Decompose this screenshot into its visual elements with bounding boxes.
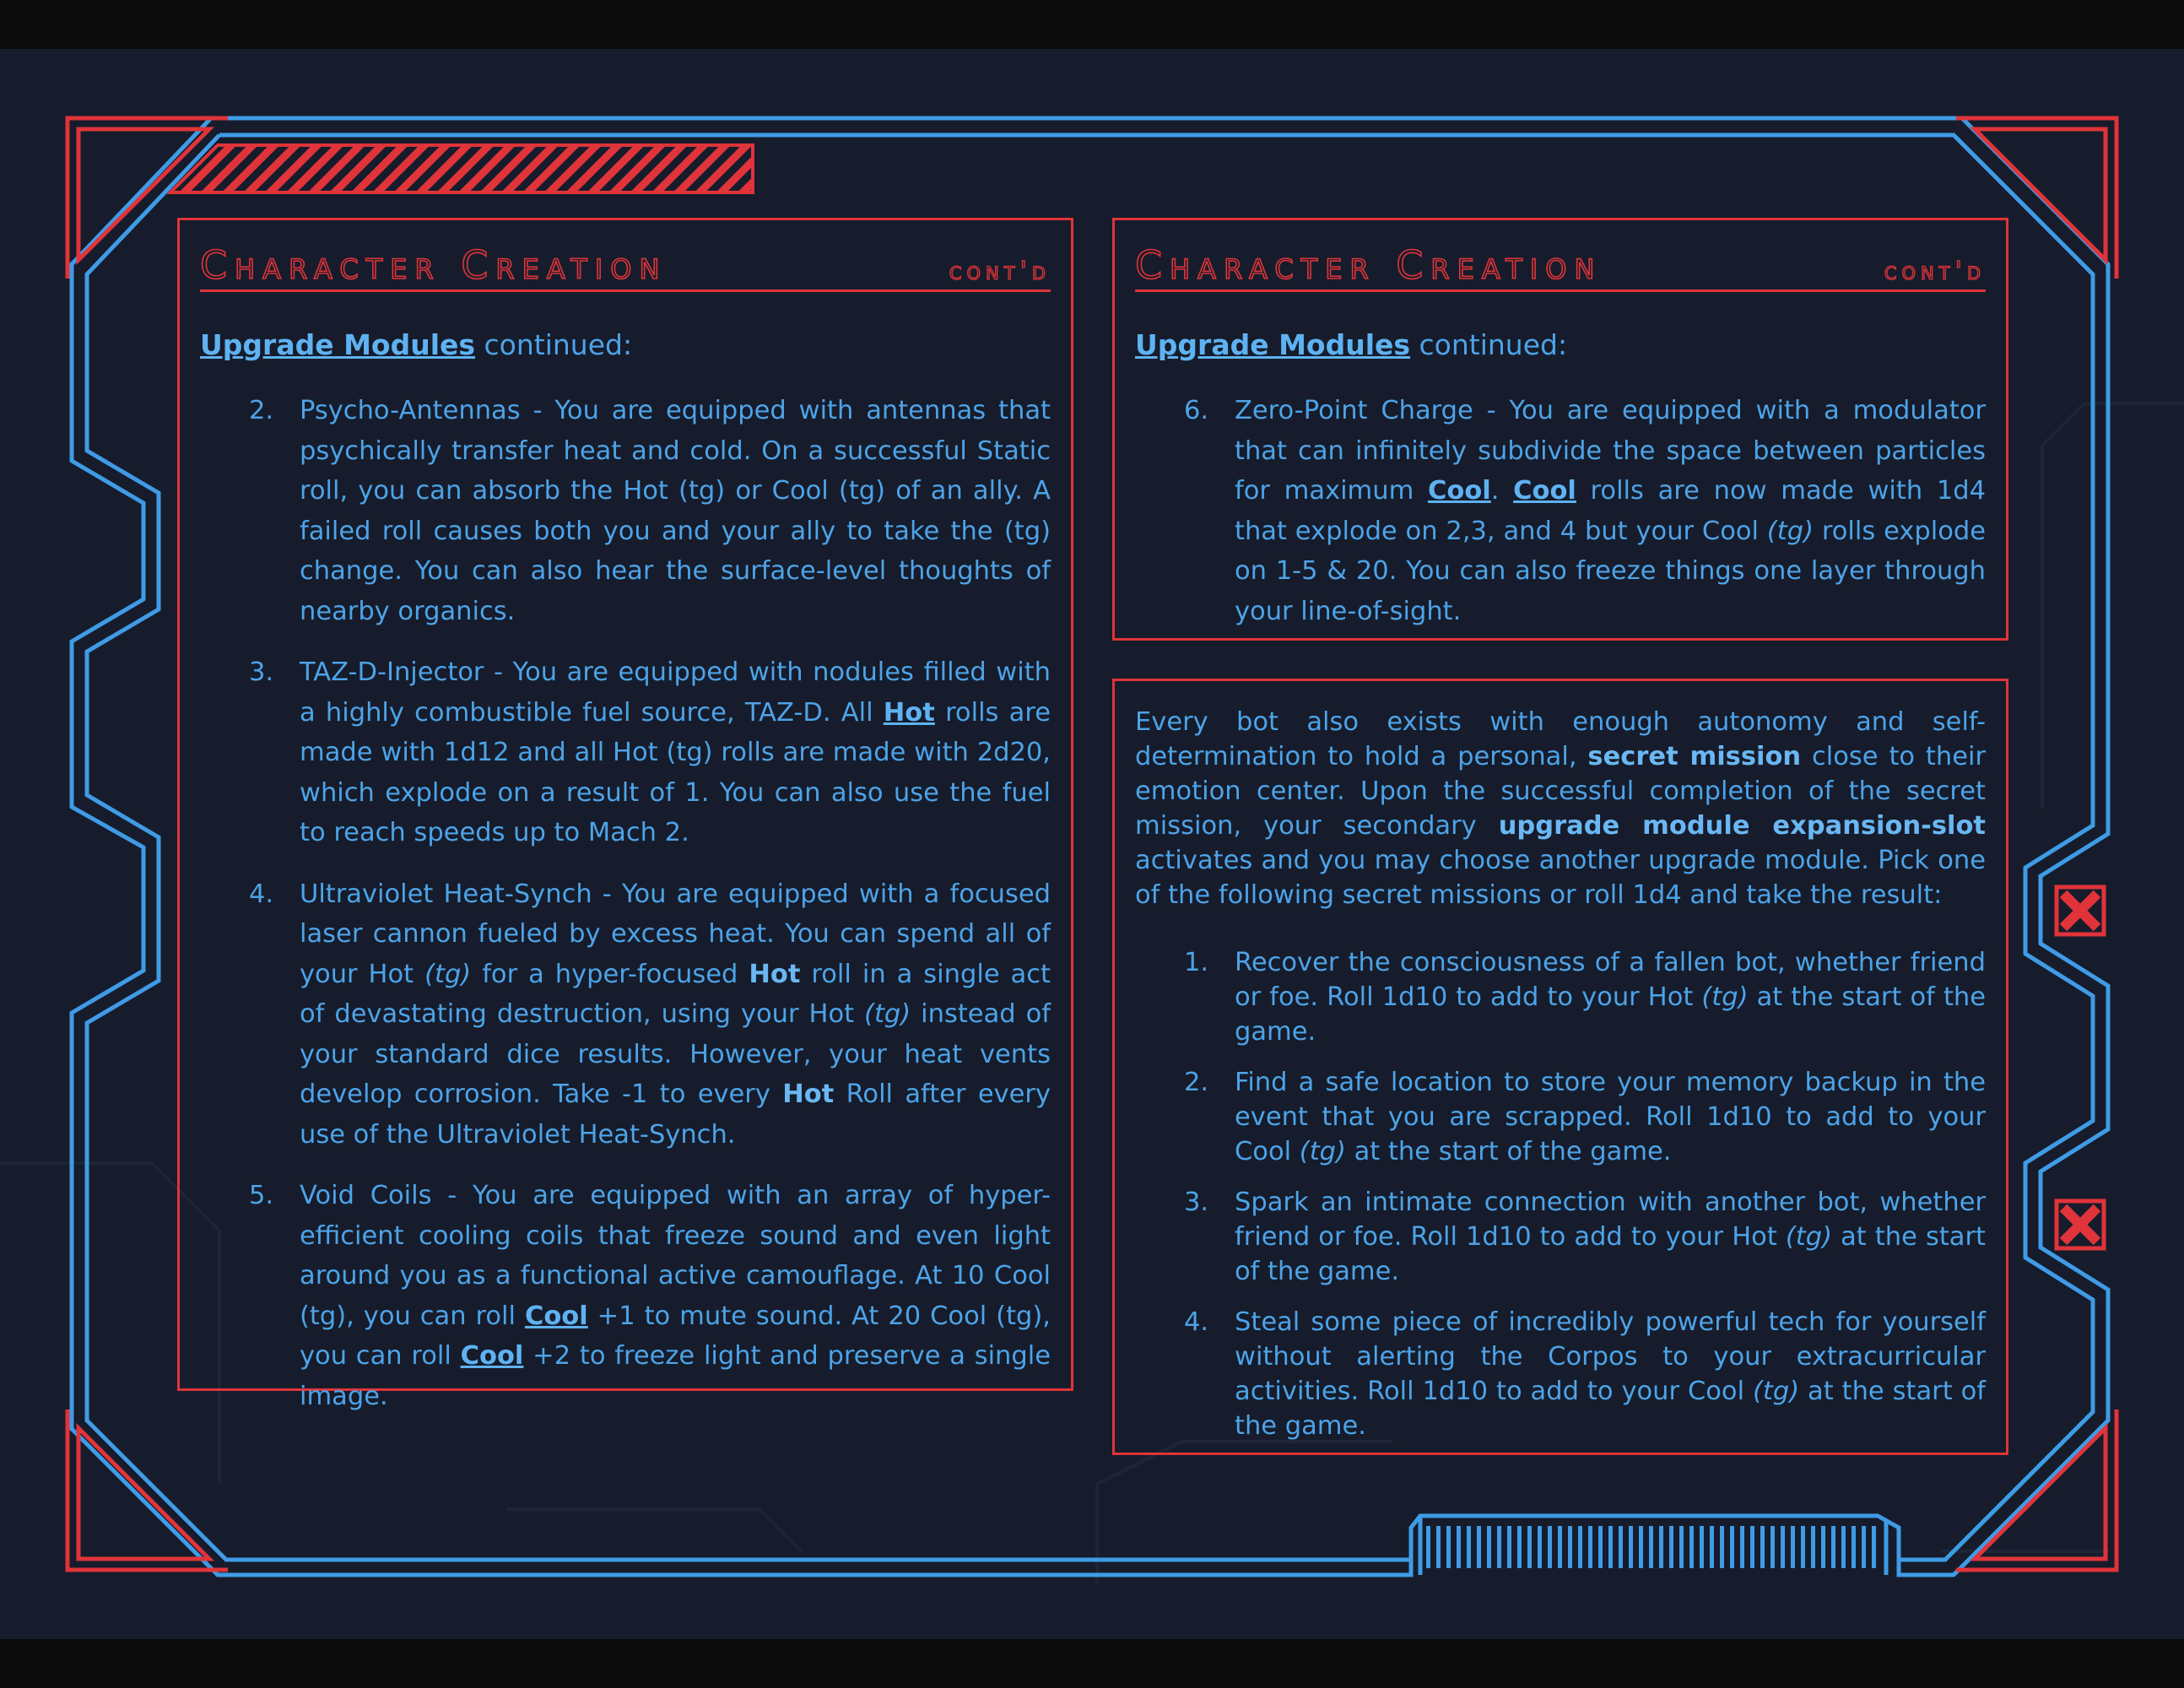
secret-mission-box xyxy=(1112,679,2008,1455)
barcode-ticks xyxy=(1426,1526,1876,1568)
right-panel xyxy=(1112,218,2008,641)
right-panel-header xyxy=(1135,239,1986,292)
panel-title: Character Creation xyxy=(1135,242,1603,288)
item-number: 2. xyxy=(1184,1068,1209,1097)
list-item: 4. Steal some piece of incredibly powerful tech for yourself without alerting the Corpos to your extracurricular activities. Roll 1d10 to add to your Cool (tg) at the start of the game. xyxy=(1135,1305,1986,1443)
cool-link[interactable]: Cool xyxy=(460,1341,524,1371)
panel-subtitle: cont'd xyxy=(1884,257,1986,286)
list-item: 2. Find a safe location to store your memory backup in the event that you are scrapped. Roll 1d10 to add to your Cool (tg) at the start of the game. xyxy=(1135,1065,1986,1169)
cool-link[interactable]: Cool xyxy=(1513,476,1576,506)
section-intro: Upgrade Modules continued: xyxy=(200,328,633,361)
list-item: 3. TAZ-D-Injector - You are equipped with nodules filled with a highly combustible fuel source, TAZ-D. All Hot rolls are made with 1d12 and all Hot (tg) rolls are made with 2d20, which explode on a result of 1. You can also use the fuel to reach speeds up to Mach 2. xyxy=(200,652,1051,853)
list-item xyxy=(200,391,1051,631)
x-badge-icon xyxy=(2057,1201,2104,1248)
upgrade-module-list xyxy=(1135,391,1986,652)
cool-link[interactable]: Cool xyxy=(524,1301,588,1331)
page xyxy=(0,49,2184,1639)
section-intro: Upgrade Modules continued: xyxy=(1135,328,1568,361)
item-number: 6. xyxy=(1184,396,1209,425)
item-number: 2. xyxy=(249,396,274,425)
item-number: 5. xyxy=(249,1181,274,1210)
cool-link[interactable]: Cool xyxy=(1427,476,1491,506)
x-badge-icon xyxy=(2057,887,2104,934)
bottom-letterbox xyxy=(0,1639,2184,1688)
item-number: 3. xyxy=(1184,1188,1209,1217)
secret-mission-list xyxy=(1135,945,1986,1459)
upgrade-modules-link[interactable]: Upgrade Modules xyxy=(1135,328,1411,361)
item-number: 3. xyxy=(249,657,274,687)
hot-link[interactable]: Hot xyxy=(883,697,935,728)
item-number: 1. xyxy=(1184,948,1209,977)
upgrade-module-list xyxy=(200,391,1051,1437)
item-number: 4. xyxy=(249,879,274,909)
panel-subtitle: cont'd xyxy=(949,257,1051,286)
item-text: Psycho-Antennas - You are equipped with antennas that psychically transfer heat and cold. On a successful Static roll, you can absorb the Hot (tg) or Cool (tg) of an ally. A failed roll causes both you and your ally to take the (tg) change. You can also hear the surface-level thoughts of nearby organics. xyxy=(300,396,1051,626)
left-panel xyxy=(177,218,1073,1411)
list-item: 4. Ultraviolet Heat-Synch - You are equipped with a focused laser cannon fueled by excess heat. You can spend all of your Hot (tg) for a hyper-focused Hot roll in a single act of devastating destruction, using your Hot (tg) instead of your standard dice results. However, your heat vents develop corrosion. Take -1 to every Hot Roll after every use of the Ultraviolet Heat-Synch. xyxy=(200,874,1051,1155)
hatched-bar xyxy=(170,145,753,192)
left-panel-header xyxy=(200,239,1051,292)
list-item: 3. Spark an intimate connection with another bot, whether friend or foe. Roll 1d10 to add to your Hot (tg) at the start of the game. xyxy=(1135,1185,1986,1289)
panel-title: Character Creation xyxy=(200,242,668,288)
top-letterbox xyxy=(0,0,2184,49)
list-item: 5. Void Coils - You are equipped with an array of hyper-efficient cooling coils that freeze sound and even light around you as a functional active camouflage. At 10 Cool (tg), you can roll Cool +1 to mute sound. At 20 Cool (tg), you can roll Cool +2 to freeze light and preserve a single image. xyxy=(200,1176,1051,1416)
secret-mission-intro: Every bot also exists with enough autonomy and self-determination to hold a personal, secret mission close to their emotion center. Upon the successful completion of the secret mission, your secondary upgrade module expansion-slot activates and you may choose another upgrade module. Pick one of the following secret missions or roll 1d4 and take the result: xyxy=(1135,707,1987,910)
list-item: 1. Recover the consciousness of a fallen bot, whether friend or foe. Roll 1d10 to add to your Hot (tg) at the start of the game. xyxy=(1135,945,1986,1049)
list-item: 6. Zero-Point Charge - You are equipped with a modulator that can infinitely subdivide the space between particles for maximum Cool. Cool rolls are now made with 1d4 that explode on 2,3, and 4 but your Cool (tg) rolls explode on 1-5 & 20. You can also freeze things one layer through your line-of-sight. xyxy=(1135,391,1986,631)
upgrade-modules-link[interactable]: Upgrade Modules xyxy=(200,328,476,361)
item-number: 4. xyxy=(1184,1307,1209,1337)
